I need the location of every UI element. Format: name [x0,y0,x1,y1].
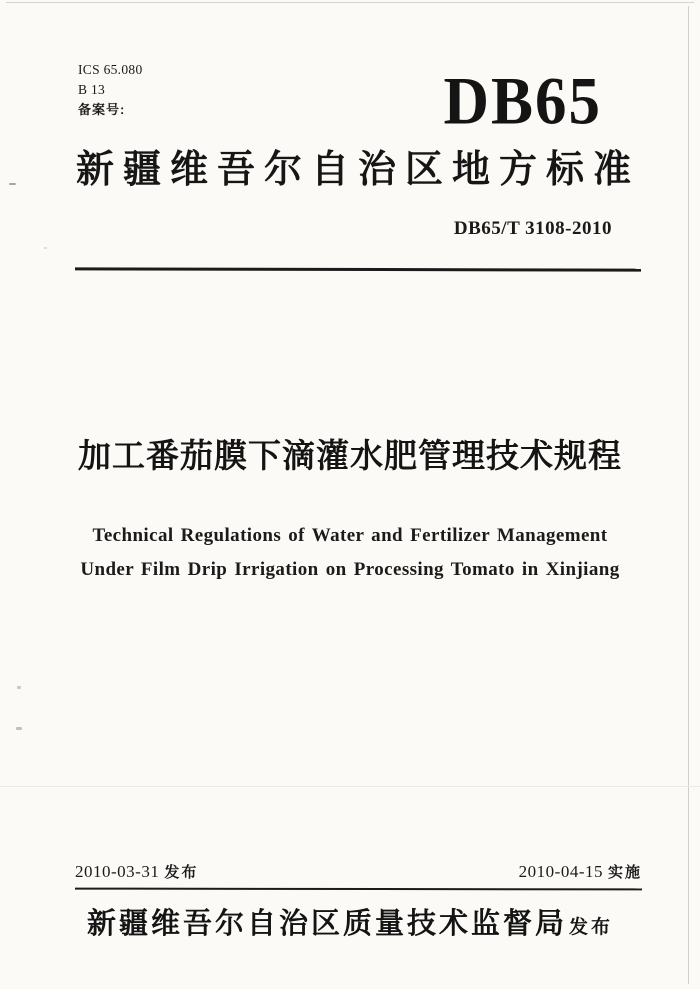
document-meta-block [78,60,143,120]
publisher-suffix-label: 发布 [569,917,614,938]
standard-number: DB65/T 3108-2010 [453,218,612,239]
record-number-label: 备案号: [78,102,126,117]
scan-edge-top [6,2,694,3]
implement-date: 2010-04-15 [518,862,603,881]
scan-speck [44,247,47,249]
publisher-row [0,901,700,942]
issue-date-label: 发布 [164,864,199,881]
scan-edge-right [688,6,689,984]
issue-date-group [75,861,198,882]
document-title-english-line2: Under Film Drip Irrigation on Processing Tomato in Xinjiang [80,559,620,580]
implement-date-label: 实施 [607,864,642,881]
document-title-english-line1: Technical Regulations of Water and Fertilizer Management [92,525,608,546]
dates-row [75,861,642,882]
implement-date-group [519,861,642,882]
issue-date: 2010-03-31 [75,862,160,881]
scan-speck [16,727,22,730]
standard-logo: DB65 [443,63,602,139]
scan-artifact-line [0,786,700,787]
header-divider-rule [75,267,641,271]
standard-type-heading: 新疆维吾尔自治区地方标准 [76,149,641,191]
scan-speck [9,183,16,185]
publisher-name: 新疆维吾尔自治区质量技术监督局 [86,908,567,940]
classification-code: B 13 [78,82,106,97]
footer-divider-rule [75,888,642,891]
document-title-chinese: 加工番茄膜下滴灌水肥管理技术规程 [78,437,622,474]
scan-speck [17,686,21,689]
ics-code: ICS 65.080 [78,62,143,77]
